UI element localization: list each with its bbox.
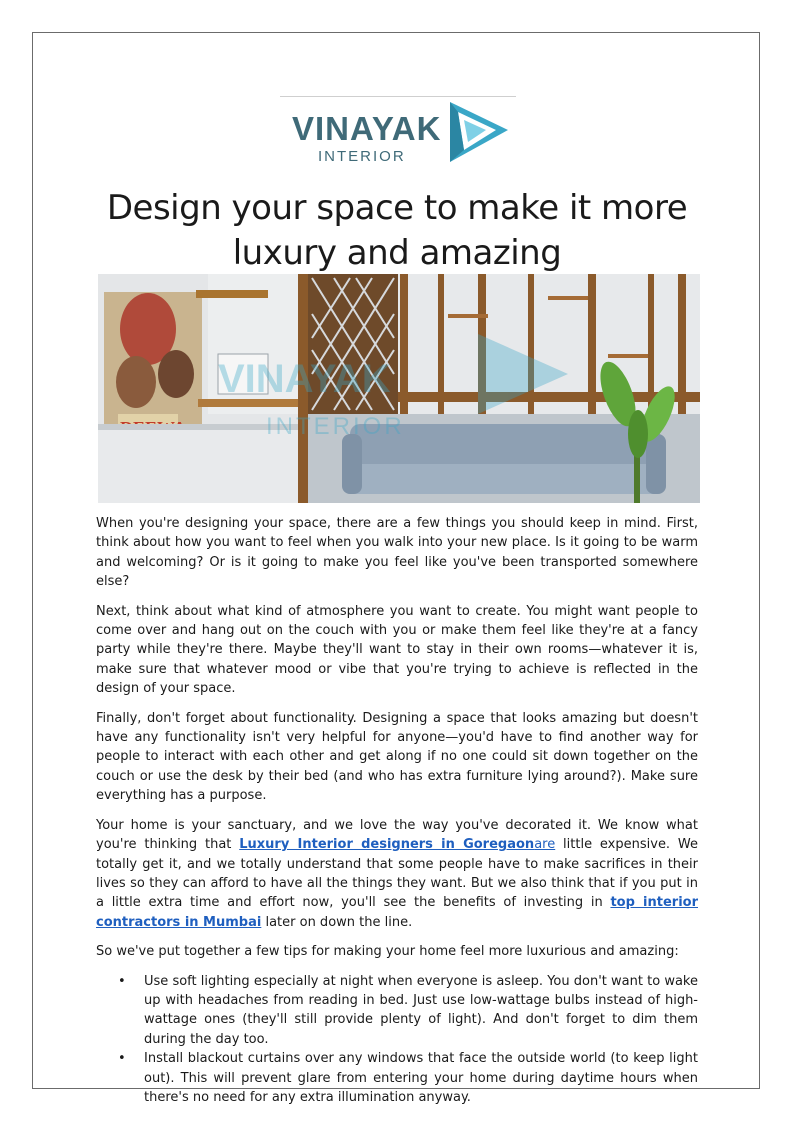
paragraph-4-part-3: later on down the line. — [261, 914, 413, 930]
page-title: Design your space to make it more luxury and amazing — [106, 188, 688, 273]
paragraph-1: When you're designing your space, there are a few things you should keep in mind. First, think about how you want to feel when you walk into your new place. Is it going to be warm and welcoming? Or is it going to make you feel like you've been transported somewhere else? — [96, 516, 698, 590]
paragraph-3: Finally, don't forget about functionality. Designing a space that looks amazing but doesn't have any functionality isn't very helpful for anyone—you'd have to find another way for people to interact with each other and get along if no one could sit down together on the couch or use the desk by their bed (and who has extra furniture lying around?). Make sure everything has a purpose. — [96, 710, 698, 804]
list-item — [96, 1049, 698, 1107]
paragraph-5: So we've put together a few tips for making your home feel more luxurious and amazing: — [96, 944, 679, 960]
logo-wordmark: VINAYAK — [292, 110, 442, 147]
bullet-icon: • — [118, 973, 126, 989]
goregaon-link-tail[interactable]: are — [534, 837, 556, 853]
wood-slats — [398, 274, 700, 414]
list-item — [96, 972, 698, 1050]
paragraph-4-part-2: little expensive. We totally get it, and we totally understand that some people have to make sacrifices in their lives so they can afford to have all the things they want. But we also think that if you put in a little extra time and effort now, you'll see the benefits of investing in — [96, 837, 698, 911]
tip-text: Use soft lighting especially at night when everyone is asleep. You don't want to wake up with headaches from reading in bed. Just use low-wattage bulbs instead of high-wattage ones (they'll still provide plenty of light). And don't forget to dim them during the day too. — [144, 973, 698, 1047]
watermark-sub: INTERIOR — [266, 413, 405, 440]
watermark-word: VINAYAK — [218, 357, 391, 401]
hero-interior-photo — [98, 274, 700, 503]
tips-list — [96, 972, 698, 1108]
paragraph-4 — [96, 816, 698, 932]
article-body — [96, 514, 698, 1107]
logo-triangle-icon — [446, 100, 512, 166]
logo-top-rule — [280, 96, 516, 97]
logo-subtitle: INTERIOR — [318, 148, 406, 165]
paragraph-4-part-1: Your home is your sanctuary, and we love the way you've decorated it. We know what you're thinking that — [96, 817, 698, 853]
goregaon-designers-link[interactable]: Luxury Interior designers in Goregaon — [239, 837, 535, 853]
paragraph-2: Next, think about what kind of atmosphere you want to create. You might want people to come over and hang out on the couch with you or make them feel like they're at a fancy party while they're there. Maybe they'll want to stay in their own rooms—whatever it is, make sure that whatever mood or vibe that you're trying to achieve is reflected in the design of your space. — [96, 603, 698, 697]
company-logo — [280, 96, 516, 170]
tip-text: Install blackout curtains over any windows that face the outside world (to keep light out). This will prevent glare from entering your home during daytime hours when there's no need for any extra illumination anyway. — [144, 1051, 698, 1105]
bullet-icon: • — [118, 1051, 126, 1067]
mumbai-contractors-link[interactable]: top interior contractors in Mumbai — [96, 895, 698, 930]
